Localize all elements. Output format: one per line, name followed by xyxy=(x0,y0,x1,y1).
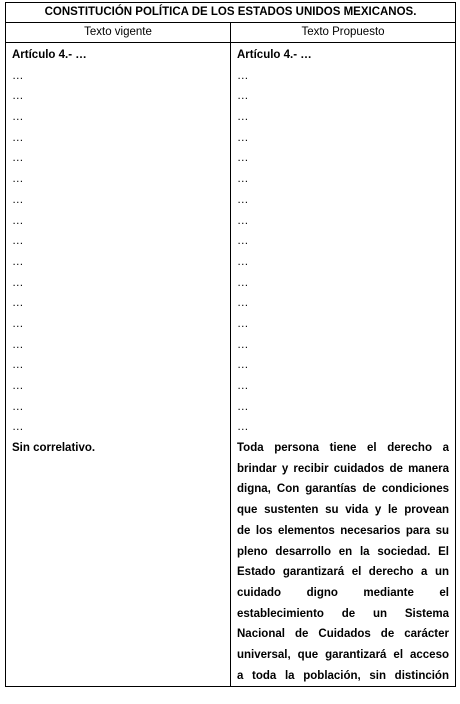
ellipsis-line: … xyxy=(12,400,24,413)
ellipsis-line: … xyxy=(237,131,249,144)
paragraph-line: de los elementos necesarios para su xyxy=(237,524,449,537)
ellipsis-line: … xyxy=(237,400,249,413)
ellipsis-line: … xyxy=(237,255,249,268)
ellipsis-line: … xyxy=(12,69,24,82)
ellipsis-line: … xyxy=(237,338,249,351)
current-ellipsis-list xyxy=(12,66,224,438)
ellipsis-line: … xyxy=(237,380,249,392)
table-title: CONSTITUCIÓN POLÍTICA DE LOS ESTADOS UNIDOS MEXICANOS. xyxy=(6,3,456,23)
ellipsis-line: … xyxy=(12,111,24,124)
constitution-comparison-table xyxy=(5,2,456,687)
ellipsis-line: … xyxy=(12,338,24,351)
ellipsis-line: … xyxy=(12,317,24,330)
paragraph-line: cuidado digno mediante el xyxy=(237,586,449,599)
paragraph-line: Toda persona tiene el derecho a xyxy=(237,442,449,455)
header-current-text: Texto vigente xyxy=(6,23,231,43)
ellipsis-line: … xyxy=(237,111,249,124)
paragraph-line: brindar y recibir cuidados de manera xyxy=(237,462,449,475)
ellipsis-line: … xyxy=(237,317,249,330)
ellipsis-line: … xyxy=(237,152,249,165)
ellipsis-line: … xyxy=(237,69,249,82)
ellipsis-line: … xyxy=(237,421,249,434)
ellipsis-line: … xyxy=(12,380,24,392)
proposed-text-column xyxy=(231,43,456,687)
paragraph-line: Nacional de Cuidados de carácter xyxy=(237,628,449,641)
paragraph-line: que sustenten su vida y le provean xyxy=(237,504,449,517)
ellipsis-line: … xyxy=(12,152,24,165)
header-proposed-text: Texto Propuesto xyxy=(231,23,456,43)
ellipsis-line: … xyxy=(12,359,24,372)
paragraph-line: Estado garantizará el derecho a un xyxy=(237,566,449,579)
ellipsis-line: … xyxy=(12,193,24,206)
ellipsis-line: … xyxy=(12,173,24,186)
paragraph-line: universal, que garantizará el acceso xyxy=(237,648,449,661)
paragraph-line: a toda la población, sin distinción xyxy=(237,669,449,682)
ellipsis-line: … xyxy=(237,297,249,310)
ellipsis-line: … xyxy=(12,90,24,103)
proposed-paragraph xyxy=(237,438,449,686)
ellipsis-line: … xyxy=(237,235,249,248)
paragraph-line: digna, Con garantías de condiciones xyxy=(237,483,449,496)
ellipsis-line: … xyxy=(237,193,249,206)
paragraph-line: establecimiento de un Sistema xyxy=(237,607,449,620)
ellipsis-line: … xyxy=(237,173,249,186)
ellipsis-line: … xyxy=(12,297,24,310)
current-text-column xyxy=(6,43,231,687)
current-article-heading: Artículo 4.- … xyxy=(12,49,87,61)
ellipsis-line: … xyxy=(12,214,24,227)
ellipsis-line: … xyxy=(12,276,24,289)
ellipsis-line: … xyxy=(12,255,24,268)
ellipsis-line: … xyxy=(12,131,24,144)
ellipsis-line: … xyxy=(12,421,24,434)
ellipsis-line: … xyxy=(237,276,249,289)
ellipsis-line: … xyxy=(237,90,249,103)
current-closing-text: Sin correlativo. xyxy=(12,442,96,455)
ellipsis-line: … xyxy=(237,214,249,227)
paragraph-line: pleno desarrollo en la sociedad. El xyxy=(237,545,449,558)
proposed-article-heading: Artículo 4.- … xyxy=(237,49,312,61)
ellipsis-line: … xyxy=(237,359,249,372)
proposed-ellipsis-list xyxy=(237,66,449,438)
ellipsis-line: … xyxy=(12,235,24,248)
